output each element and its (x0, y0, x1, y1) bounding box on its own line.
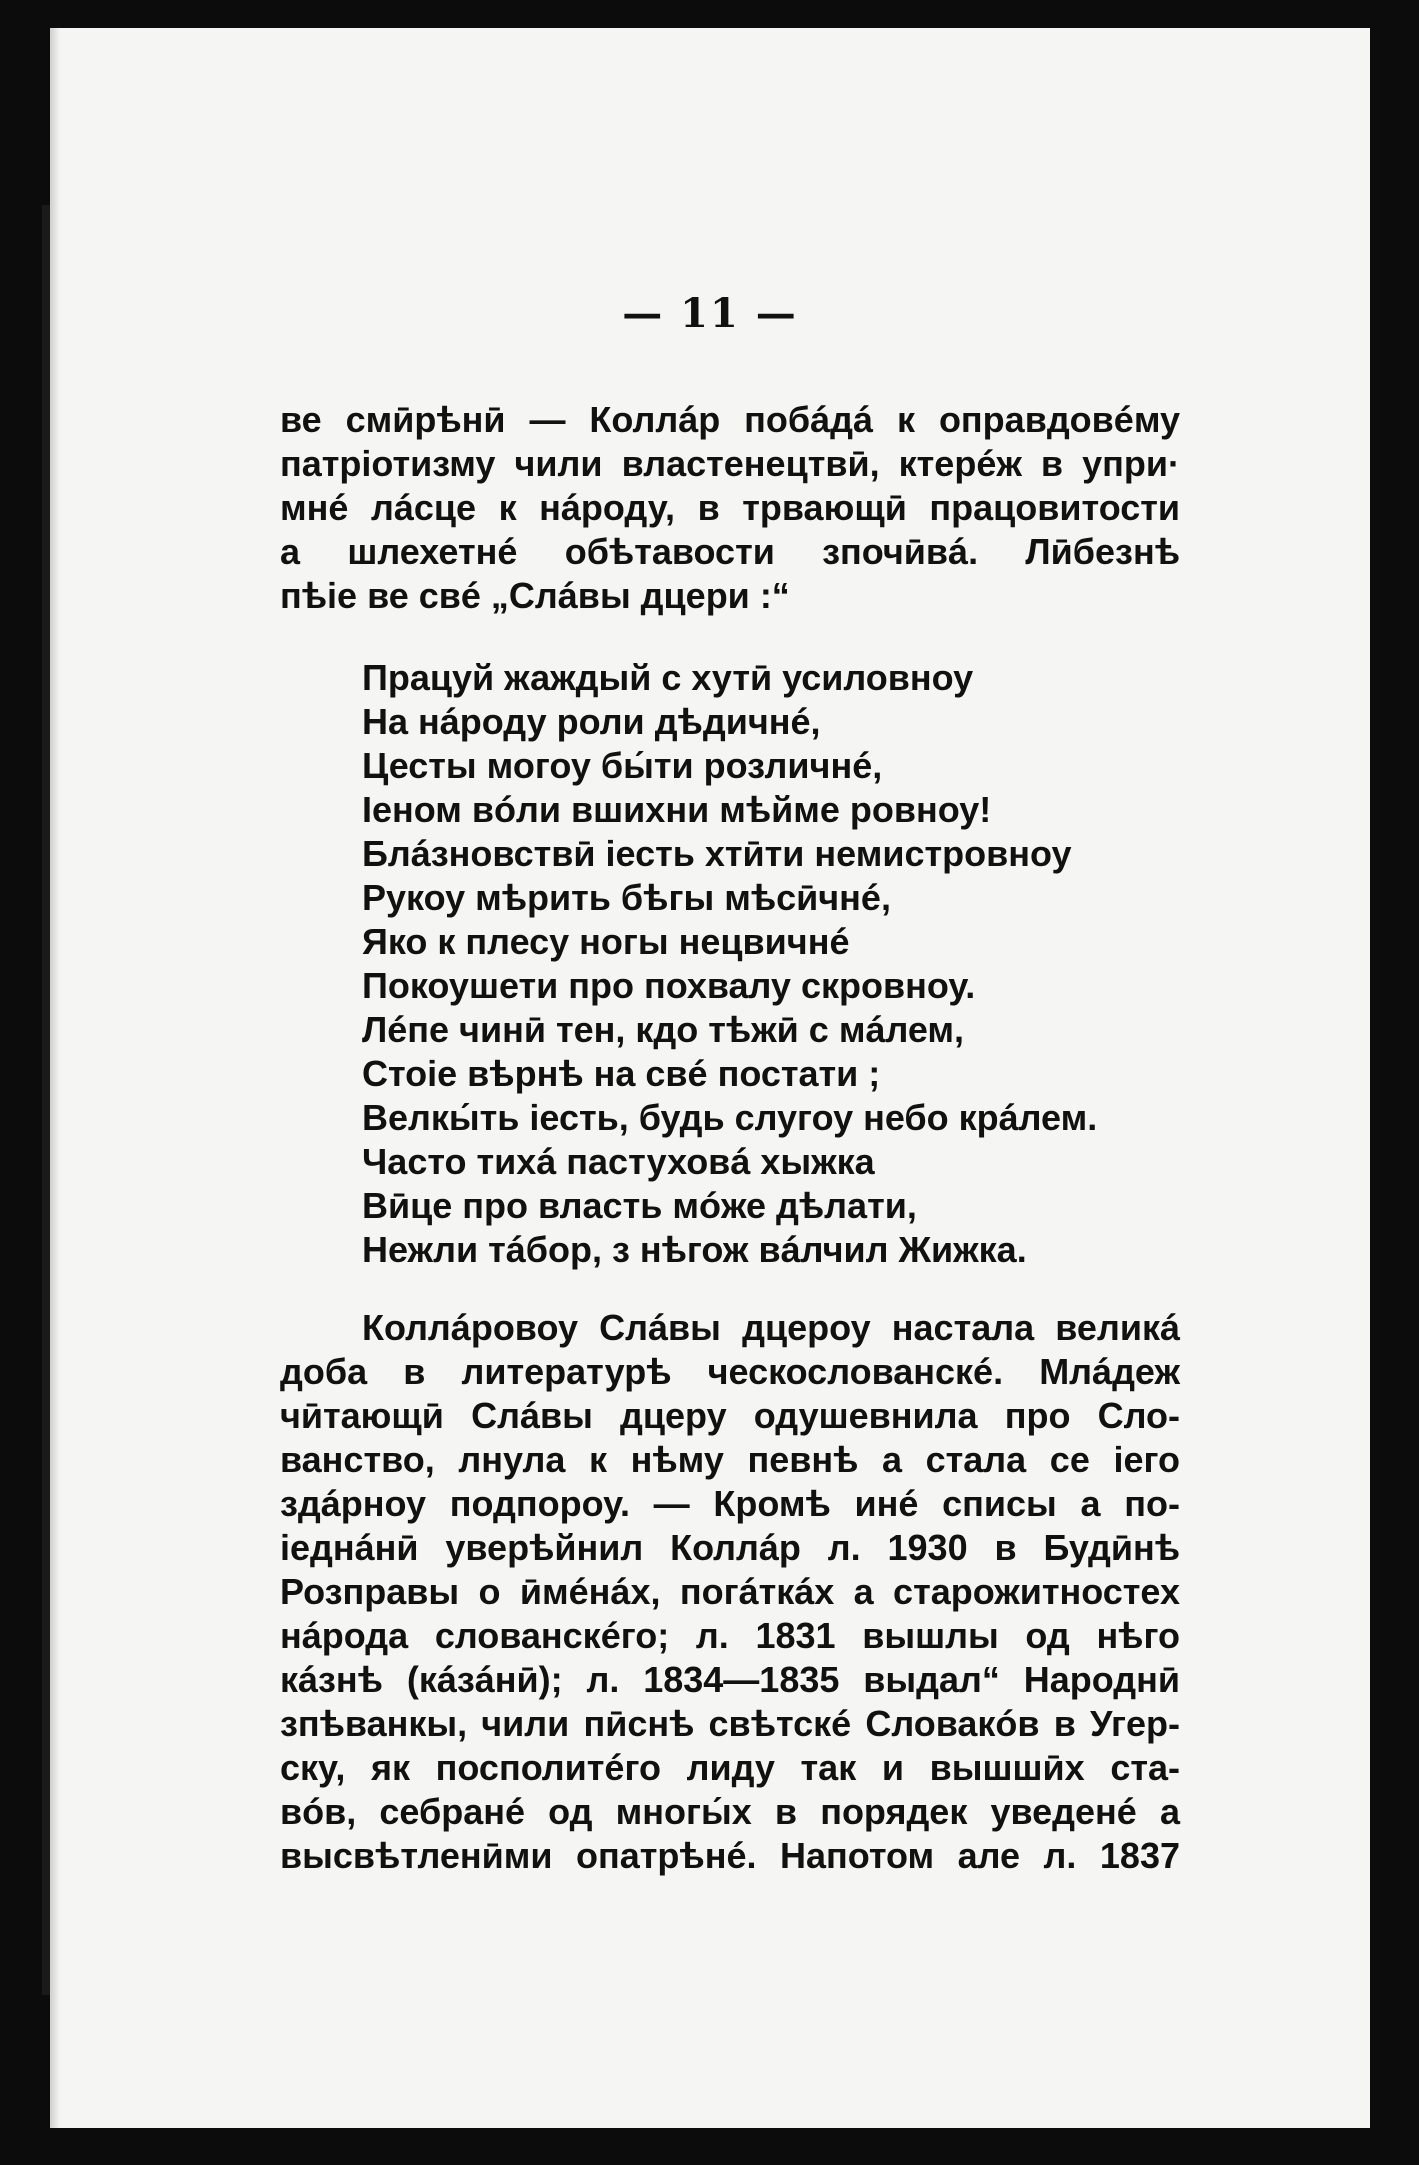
paragraph-2-line: зпѣванкы, чили пӣснѣ свѣтскé Словакóв в Угер- (280, 1703, 1180, 1744)
poem-line: Лéпе чинӣ тен, кдо тѣжӣ с мáлем, (362, 1009, 965, 1050)
paragraph-1-line: мнé лáсце к нáроду, в трвающӣ працовитости (280, 487, 1180, 528)
paragraph-1 (280, 398, 1180, 618)
paragraph-2-line: іеднáнӣ уверѣйнил Коллáр л. 1930 в Будӣнѣ (280, 1527, 1180, 1568)
poem-sonnet (362, 656, 1182, 1272)
poem-line: Нежли тáбор, з нѣгож вáлчил Жижка. (362, 1229, 1027, 1270)
poem-line: Іеном вóли вшихни мѣйме ровноу! (362, 789, 992, 830)
poem-line: Яко к плесу ногы нецвичнé (362, 921, 850, 962)
poem-line: Цесты могоу бы́ти розличнé, (362, 745, 883, 786)
paragraph-1-line: ве смӣрѣнӣ — Коллáр побáдá к оправдовéму (280, 399, 1180, 440)
paragraph-2-line: Розправы о ӣмéнáх, погáткáх а старожитностех (280, 1571, 1180, 1612)
paragraph-2 (280, 1306, 1180, 1878)
poem-line: Покоушети про похвалу скровноу. (362, 965, 976, 1006)
paragraph-2-line: ску, як посполитéго лиду так и вышшӣх ста- (280, 1747, 1180, 1788)
poem-line: Блáзновствӣ іесть хтӣти немистровноу (362, 833, 1072, 874)
paragraph-2-line: здáрноу подпороу. — Кромѣ инé списы а по- (280, 1483, 1180, 1524)
paragraph-2-line: ванство, лнула к нѣму певнѣ а стала се іего (280, 1439, 1180, 1480)
poem-line: Вӣце про власть мóже дѣлати, (362, 1185, 917, 1226)
paragraph-1-line: патріотизму чили властенецтвӣ, ктерéж в упри· (280, 443, 1180, 484)
paragraph-2-line: Коллáровоу Слáвы дцероу настала великá (362, 1307, 1180, 1348)
page-left-edge-shadow (42, 205, 50, 1995)
poem-line: На нáроду роли дѣдичнé, (362, 701, 821, 742)
paragraph-2-line: нáрода слованскéго; л. 1831 вышлы од нѣго (280, 1615, 1180, 1656)
poem-line: Стоіе вѣрнѣ на свé постати ; (362, 1053, 881, 1094)
book-page (50, 28, 1370, 2128)
poem-line: Часто тихá пастуховá хыжка (362, 1141, 875, 1182)
poem-line: Велкы́ть іесть, будь слугоу небо крáлем. (362, 1097, 1098, 1138)
paragraph-2-line: доба в литературѣ ческослованскé. Млáдеж (280, 1351, 1180, 1392)
paragraph-2-line: кáзнѣ (кáзáнӣ); л. 1834—1835 выдал“ Народнӣ (280, 1659, 1180, 1700)
paragraph-2-line: вóв, себранé од многы́х в порядек уведенé а (280, 1791, 1180, 1832)
poem-line: Рукоу мѣрить бѣгы мѣсӣчнé, (362, 877, 891, 918)
paragraph-1-line: пѣіе ве свé „Слáвы дцери :“ (280, 575, 790, 616)
paragraph-2-line: чӣтающӣ Слáвы дцеру одушевнила про Сло- (280, 1395, 1180, 1436)
paragraph-1-line: а шлехетнé обѣтавости зпочӣвá. Лӣбезнѣ (280, 531, 1180, 572)
page-number: — 11 — (622, 290, 798, 337)
paragraph-2-line: высвѣтленӣми опатрѣнé. Напотом але л. 1837 (280, 1835, 1180, 1876)
poem-line: Працуй жаждый с хутӣ усиловноу (362, 657, 974, 698)
